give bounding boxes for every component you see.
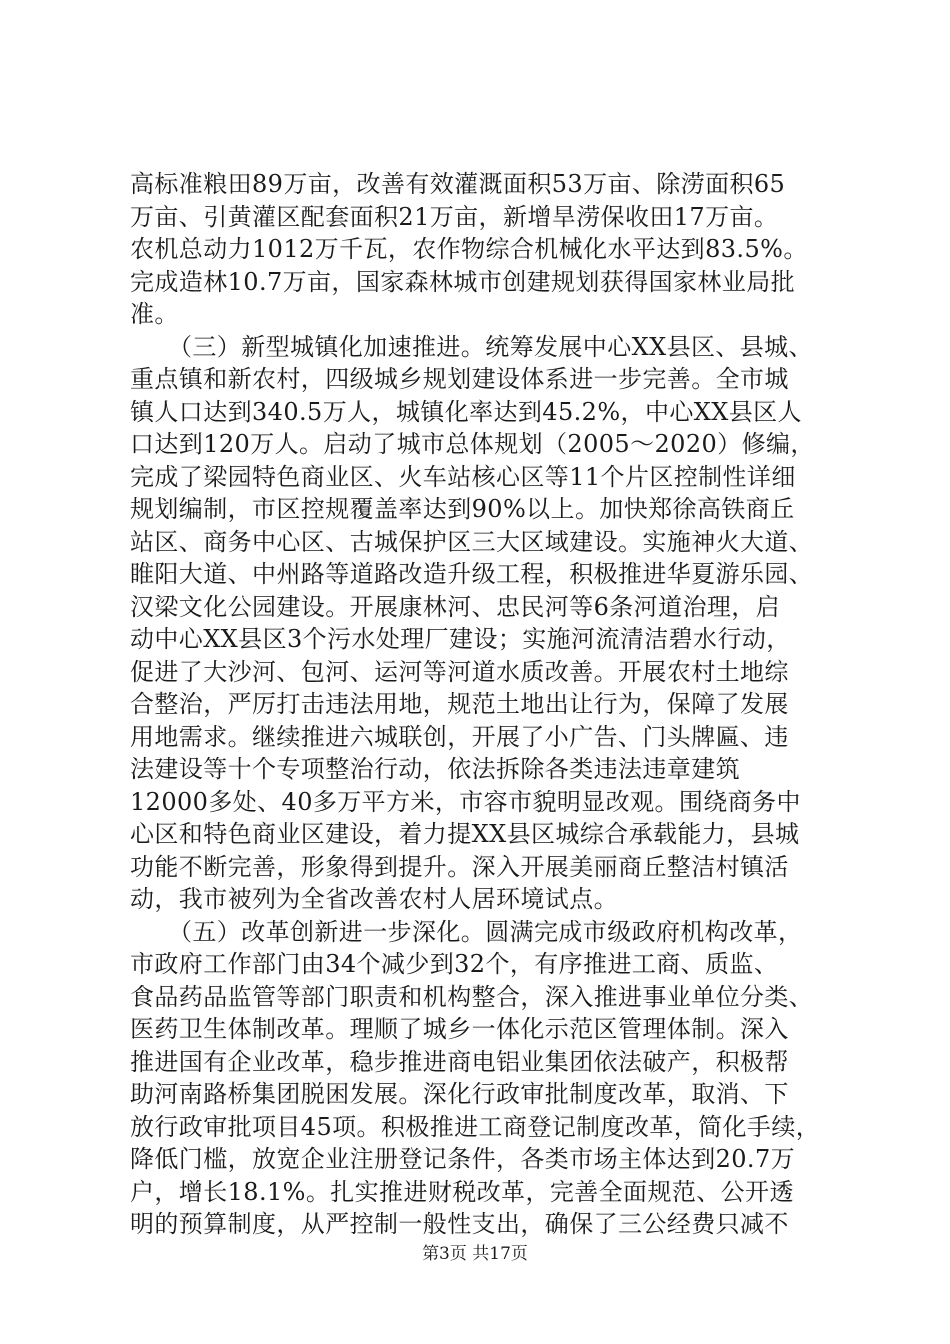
text-line: 合整治，严厉打击违法用地，规范土地出让行为，保障了发展 xyxy=(130,690,789,718)
text-line: 站区、商务中心区、古城保护区三大区域建设。实施神火大道、 xyxy=(130,527,814,556)
text-line: 镇人口达到340.5万人，城镇化率达到45.2%，中心XX县区人 xyxy=(130,397,802,426)
text-line: 完成造林10.7万亩，国家森林城市创建规划获得国家林业局批 xyxy=(130,267,796,296)
text-line: 户，增长18.1%。扎实推进财税改革，完善全面规范、公开透 xyxy=(130,1177,794,1206)
text-line: 食品药品监管等部门职责和机构整合，深入推进事业单位分类、 xyxy=(130,982,814,1011)
text-line: 规划编制，市区控规覆盖率达到90%以上。加快郑徐高铁商丘 xyxy=(130,495,795,523)
page-number-footer: 第3页 共17页 xyxy=(422,1244,528,1264)
text-line: 高标准粮田89万亩，改善有效灌溉面积53万亩、除涝面积65 xyxy=(130,170,786,198)
text-line: 降低门槛，放宽企业注册登记条件，各类市场主体达到20.7万 xyxy=(130,1145,796,1173)
text-line: 医药卫生体制改革。理顺了城乡一体化示范区管理体制。深入 xyxy=(130,1015,789,1043)
text-line: 完成了梁园特色商业区、火车站核心区等11个片区控制性详细 xyxy=(130,462,796,491)
text-line: 法建设等十个专项整治行动，依法拆除各类违法违章建筑 xyxy=(130,755,740,783)
text-line: 动，我市被列为全省改善农村人居环境试点。 xyxy=(130,885,618,913)
text-line: 万亩、引黄灌区配套面积21万亩，新增旱涝保收田17万亩。 xyxy=(130,202,779,231)
text-line: 口达到120万人。启动了城市总体规划（2005～2020）修编， xyxy=(130,430,815,458)
text-line: 动中心XX县区3个污水处理厂建设；实施河流清洁碧水行动， xyxy=(130,625,791,653)
text-line: 准。 xyxy=(130,300,179,328)
text-line: 功能不断完善，形象得到提升。深入开展美丽商丘整洁村镇活 xyxy=(130,852,789,881)
text-line: 心区和特色商业区建设，着力提XX县区城综合承载能力，县城 xyxy=(130,820,800,848)
paragraph-heading-line: （三）新型城镇化加速推进。统筹发展中心XX县区、县城、 xyxy=(168,332,813,361)
text-line: 汉梁文化公园建设。开展康林河、忠民河等6条河道治理，启 xyxy=(130,592,781,621)
text-line: 睢阳大道、中州路等道路改造升级工程，积极推进华夏游乐园、 xyxy=(130,560,814,588)
document-body xyxy=(130,168,830,1241)
text-line: 助河南路桥集团脱困发展。深化行政审批制度改革，取消、下 xyxy=(130,1080,789,1108)
text-line: 用地需求。继续推进六城联创，开展了小广告、门头牌匾、违 xyxy=(130,722,789,751)
text-line: 明的预算制度，从严控制一般性支出，确保了三公经费只减不 xyxy=(130,1210,789,1238)
text-line: 12000多处、40多万平方米，市容市貌明显改观。围绕商务中 xyxy=(130,787,801,816)
text-line: 重点镇和新农村，四级城乡规划建设体系进一步完善。全市城 xyxy=(130,365,789,393)
text-line: 推进国有企业改革，稳步推进商电铝业集团依法破产，积极帮 xyxy=(130,1047,789,1076)
text-line: 农机总动力1012万千瓦，农作物综合机械化水平达到83.5%。 xyxy=(130,235,808,263)
text-line: 市政府工作部门由34个减少到32个，有序推进工商、质监、 xyxy=(130,950,779,978)
text-line: 促进了大沙河、包河、运河等河道水质改善。开展农村土地综 xyxy=(130,657,789,686)
paragraph-heading-line: （五）改革创新进一步深化。圆满完成市级政府机构改革， xyxy=(168,917,803,946)
text-line: 放行政审批项目45项。积极推进工商登记制度改革，简化手续， xyxy=(130,1112,821,1141)
